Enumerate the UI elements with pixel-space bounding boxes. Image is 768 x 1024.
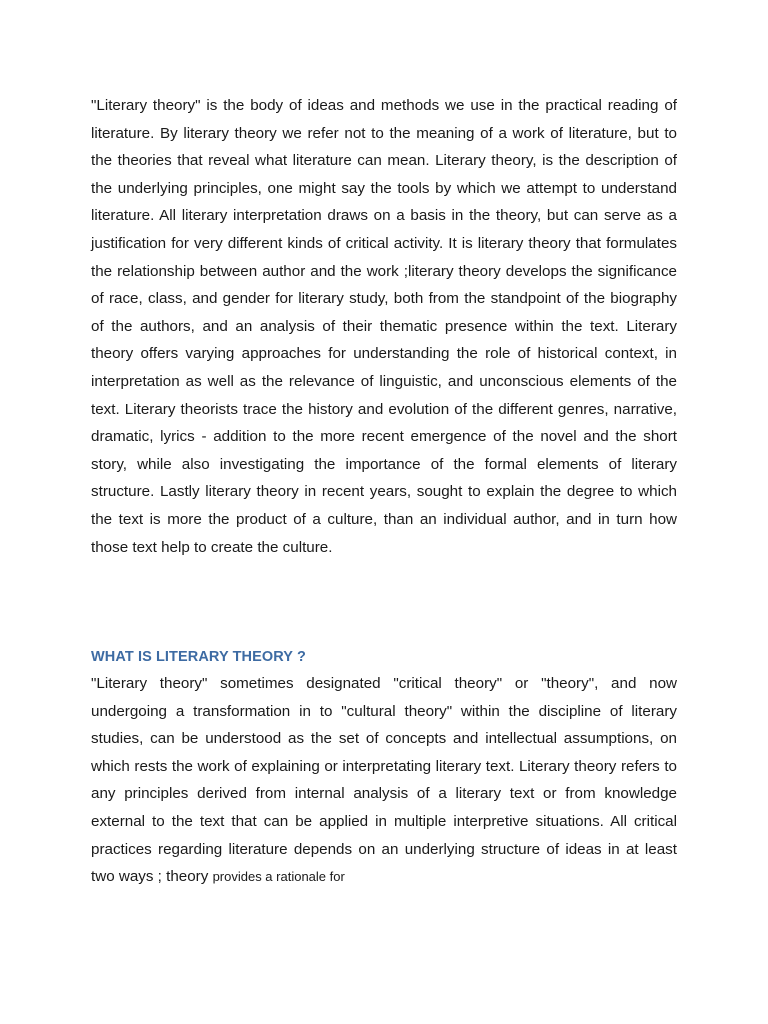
document-page <box>91 92 677 891</box>
section-paragraph-tail: provides a rationale for <box>212 869 345 885</box>
section-spacer <box>91 561 677 644</box>
section-paragraph-body: "Literary theory" sometimes designated "critical theory" or "theory", and now undergoing a transformation in to "cultural theory" within the discipline of literary studies, can be understood as the set of concepts and intellectual assumptions, on which rests the work of explaining or interpretating literary text. Literary theory refers to any principles derived from internal analysis of a literary text or from knowledge external to the text that can be applied in multiple interpretive situations. All critical practices regarding literature depends on an underlying structure of ideas in at least two ways ; theory <box>91 675 677 886</box>
section-heading: WHAT IS LITERARY THEORY ? <box>91 649 306 666</box>
section-paragraph <box>91 670 677 891</box>
intro-paragraph: "Literary theory" is the body of ideas and methods we use in the practical reading of literature. By literary theory we refer not to the meaning of a work of literature, but to the theories that reveal what literature can mean. Literary theory, is the description of the underlying principles, one might say the tools by which we attempt to understand literature. All literary interpretation draws on a basis in the theory, but can serve as a justification for very different kinds of critical activity. It is literary theory that formulates the relationship between author and the work ;literary theory develops the significance of race, class, and gender for literary study, both from the standpoint of the biography of the authors, and an analysis of their thematic presence within the text. Literary theory offers varying approaches for understanding the role of historical context, in interpretation as well as the relevance of linguistic, and unconscious elements of the text. Literary theorists trace the history and evolution of the different genres, narrative, dramatic, lyrics - addition to the more recent emergence of the novel and the short story, while also investigating the importance of the formal elements of literary structure. Lastly literary theory in recent years, sought to explain the degree to which the text is more the product of a culture, than an individual author, and in turn how those text help to create the culture. <box>91 97 677 556</box>
